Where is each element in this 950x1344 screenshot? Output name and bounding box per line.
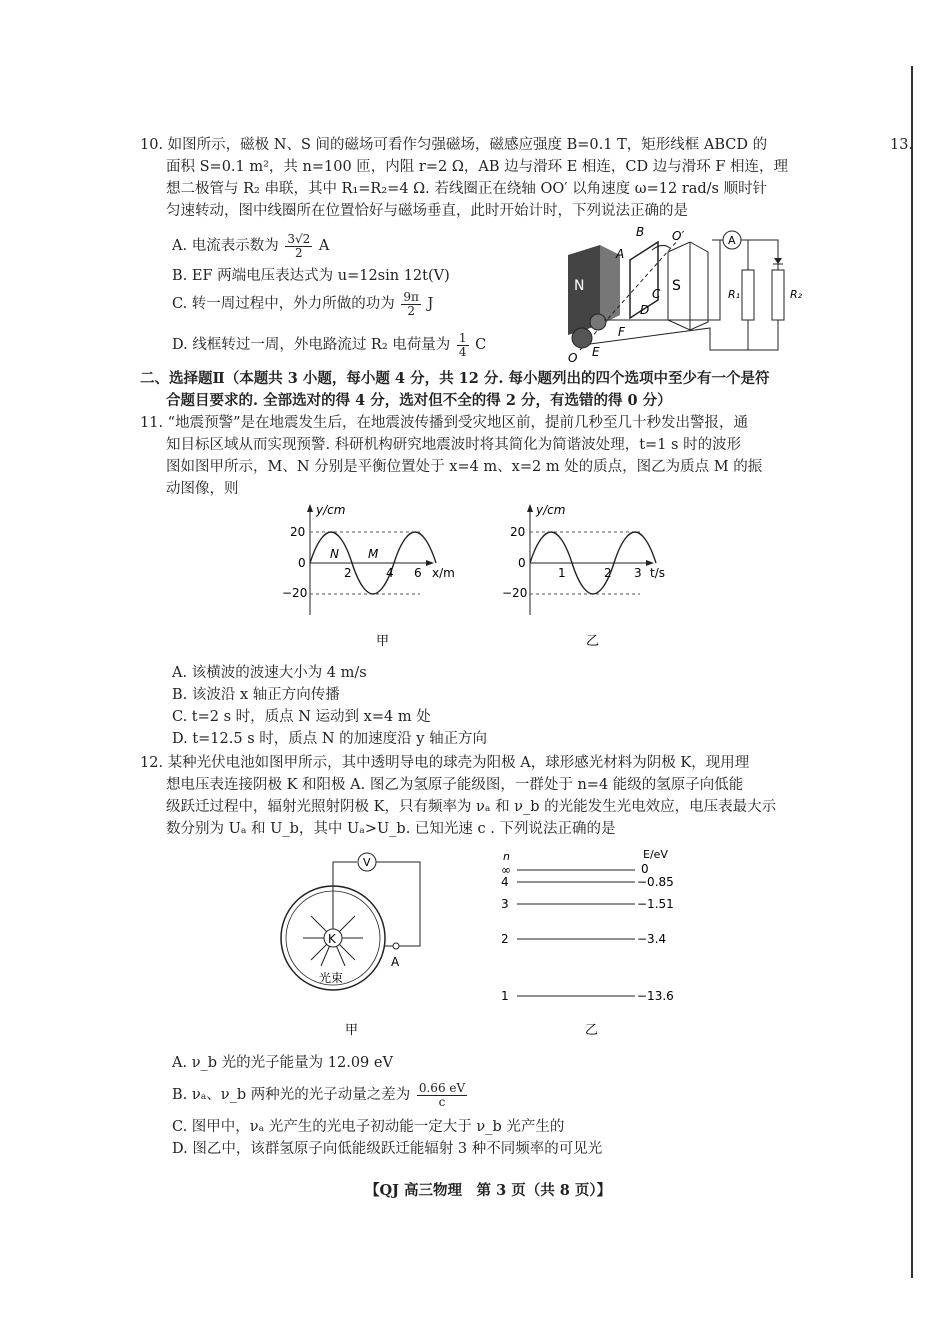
ammeter-label: A	[728, 234, 736, 247]
q11-option-a: A. 该横波的波速大小为 4 m/s	[172, 665, 367, 681]
page-border-line	[911, 66, 913, 1278]
axis-label-o-prime: O′	[672, 229, 685, 243]
q10-line-1: 10. 如图所示，磁极 N、S 间的磁场可看作匀强磁场，磁感应强度 B=0.1 T，矩形线框 ABCD 的	[140, 137, 768, 153]
q12-line-4: 数分别为 Uₐ 和 U_b，其中 Uₐ>U_b. 已知光速 c . 下列说法正确的是	[166, 821, 616, 837]
anode-label: A	[391, 955, 400, 969]
yi-ytick-20: 20	[510, 525, 526, 539]
yi-ytick-0: 0	[518, 556, 526, 570]
diode	[774, 258, 782, 264]
q10-line-3: 想二极管与 R₂ 串联，其中 R₁=R₂=4 Ω. 若线圈正在绕轴 OO′ 以角速度 ω=12 rad/s 顺时针	[166, 181, 768, 197]
resistor-r2	[772, 270, 784, 320]
section-2-header-line-2: 合题目要求的. 全部选对的得 4 分，选对但不全的得 2 分，有选错的得 0 分）	[166, 392, 672, 409]
energy-caption: 乙	[585, 1023, 599, 1038]
q10-option-d	[172, 330, 486, 360]
q10-option-c-unit: J	[427, 296, 434, 312]
level-2-n: 2	[501, 932, 509, 946]
q10-option-c-fraction: $\frac{9\pi}{2}$	[403, 289, 419, 318]
n-pole-label: N	[574, 278, 585, 294]
slip-ring-e	[572, 328, 592, 348]
q11-option-b: B. 该波沿 x 轴正方向传播	[172, 687, 340, 703]
q10-option-a-unit: A	[318, 238, 330, 254]
ring-label-f: F	[618, 325, 625, 339]
jia-y-arrow	[307, 504, 313, 512]
yi-xtick-2: 2	[604, 566, 612, 580]
coil-label-c: C	[652, 287, 661, 301]
q11-line-4: 动图像，则	[166, 481, 239, 497]
q12-line-2: 想电压表连接阴极 K 和阳极 A. 图乙为氢原子能级图，一群处于 n=4 能级的氢原子向低能	[166, 777, 744, 793]
q10-option-d-unit: C	[475, 337, 487, 353]
page-footer: 【QJ 高三物理 第 3 页（共 8 页）】	[365, 1182, 612, 1199]
rotation-arrow	[652, 245, 670, 250]
q10-option-b: B. EF 两端电压表达式为 u=12sin 12t(V)	[172, 268, 450, 284]
q10-line-2: 面积 S=0.1 m²，共 n=100 匝，内阻 r=2 Ω，AB 边与滑环 E 相连，CD 边与滑环 F 相连，理	[166, 159, 788, 175]
q12-line-3: 级跃迁过程中，辐射光照射阴极 K，只有频率为 νₐ 和 ν_b 的光能发生光电效应，电压表最大示	[166, 799, 777, 815]
q10-option-d-fraction: $\frac{1}{4}$	[458, 330, 467, 359]
light-beam-label: 光束	[319, 971, 344, 985]
side-question-number: 13.	[890, 137, 914, 153]
q10-line-4: 匀速转动，图中线圈所在位置恰好与磁场垂直，此时开始计时，下列说法正确的是	[166, 203, 688, 219]
jia-xtick-6: 6	[414, 566, 422, 580]
vibration-graph-yi	[500, 500, 690, 660]
q10-option-d-text: D. 线框转过一周，外电路流过 R₂ 电荷量为	[172, 337, 451, 353]
q12-option-c: C. 图甲中，νₐ 光产生的光电子初动能一定大于 ν_b 光产生的	[172, 1119, 565, 1135]
jia-xtick-2: 2	[344, 566, 352, 580]
q10-option-a	[172, 231, 329, 261]
resistor-r1	[742, 270, 754, 320]
yi-y-arrow	[527, 504, 533, 512]
q11-line-1: 11. “地震预警”是在地震发生后，在地震波传播到受灾地区前，提前几秒至几十秒发出警报，通	[140, 415, 748, 431]
coil-label-d: D	[640, 303, 650, 317]
jia-xtick-4: 4	[386, 566, 394, 580]
ring-label-e: E	[592, 345, 600, 359]
yi-y-label: y/cm	[536, 503, 566, 517]
q11-line-2: 知目标区域从而实现预警. 科研机构研究地震波时将其简化为简谐波处理，t=1 s 时的波形	[166, 437, 742, 453]
q12-option-b-fraction: $\frac{0.66 eV}{c}$	[418, 1080, 466, 1109]
jia-y-label: y/cm	[316, 503, 346, 517]
level-4-n: 4	[501, 875, 509, 889]
anode-terminal	[393, 943, 399, 949]
q10-option-c-text: C. 转一周过程中，外力所做的功为	[172, 296, 395, 312]
level-inf-n: ∞	[501, 863, 511, 877]
cathode-label: K	[328, 932, 336, 946]
q10-option-a-text: A. 电流表示数为	[172, 238, 279, 254]
q12-option-d: D. 图乙中，该群氢原子向低能级跃迁能辐射 3 种不同频率的可见光	[172, 1141, 603, 1157]
axis-label-o: O	[568, 351, 578, 365]
coil-label-b: B	[636, 225, 645, 239]
q11-line-3: 图如图甲所示，M、N 分别是平衡位置处于 x=4 m、x=2 m 处的质点，图乙为质点 M 的振	[166, 459, 763, 475]
energy-level-diagram	[495, 846, 715, 1043]
photocell-caption: 甲	[345, 1023, 359, 1038]
level-inf-energy: 0	[641, 862, 649, 876]
jia-caption: 甲	[376, 634, 390, 649]
q10-option-c	[172, 289, 433, 319]
level-1-n: 1	[501, 989, 509, 1003]
yi-ytick-neg20: −20	[502, 586, 528, 600]
q11-option-c: C. t=2 s 时，质点 N 运动到 x=4 m 处	[172, 709, 431, 725]
n-axis-label: n	[503, 850, 510, 863]
resistor-r1-label: R₁	[728, 288, 741, 301]
photocell-figure	[275, 848, 445, 1043]
jia-ytick-0: 0	[298, 556, 306, 570]
jia-ytick-neg20: −20	[282, 586, 308, 600]
level-2-energy: −3.4	[637, 932, 667, 946]
level-1-energy: −13.6	[637, 989, 674, 1003]
yi-x-label: t/s	[650, 566, 665, 580]
jia-x-label: x/m	[432, 566, 455, 580]
q10-option-a-fraction: $\frac{3√2}{2}$	[287, 231, 311, 260]
q12-line-1: 12. 某种光伏电池如图甲所示，其中透明导电的球壳为阳极 A，球形感光材料为阴极 K，现用理	[140, 755, 750, 771]
yi-caption: 乙	[586, 634, 600, 649]
jia-point-n: N	[330, 547, 339, 561]
yi-xtick-3: 3	[634, 566, 642, 580]
s-pole-label: S	[672, 278, 681, 294]
q12-option-b-text: B. νₐ、ν_b 两种光的光子动量之差为	[172, 1087, 411, 1103]
jia-ytick-20: 20	[290, 525, 306, 539]
q12-option-a: A. ν_b 光的光子能量为 12.09 eV	[172, 1055, 393, 1071]
coil-label-a: A	[616, 247, 625, 261]
voltmeter-label: V	[363, 856, 371, 869]
level-3-energy: −1.51	[637, 897, 674, 911]
resistor-r2-label: R₂	[790, 288, 803, 301]
energy-axis-label: E/eV	[643, 848, 668, 861]
q11-option-d: D. t=12.5 s 时，质点 N 的加速度沿 y 轴正方向	[172, 731, 488, 747]
generator-circuit-figure	[560, 220, 820, 365]
level-3-n: 3	[501, 897, 509, 911]
yi-xtick-1: 1	[558, 566, 566, 580]
q12-option-b	[172, 1078, 469, 1112]
level-4-energy: −0.85	[637, 875, 674, 889]
section-2-header-line-1: 二、选择题Ⅱ（本题共 3 小题，每小题 4 分，共 12 分. 每小题列出的四个选项中至少有一个是符	[140, 370, 770, 387]
slip-ring-f	[590, 314, 606, 330]
wave-graph-jia	[280, 500, 470, 660]
jia-point-m: M	[368, 547, 379, 561]
